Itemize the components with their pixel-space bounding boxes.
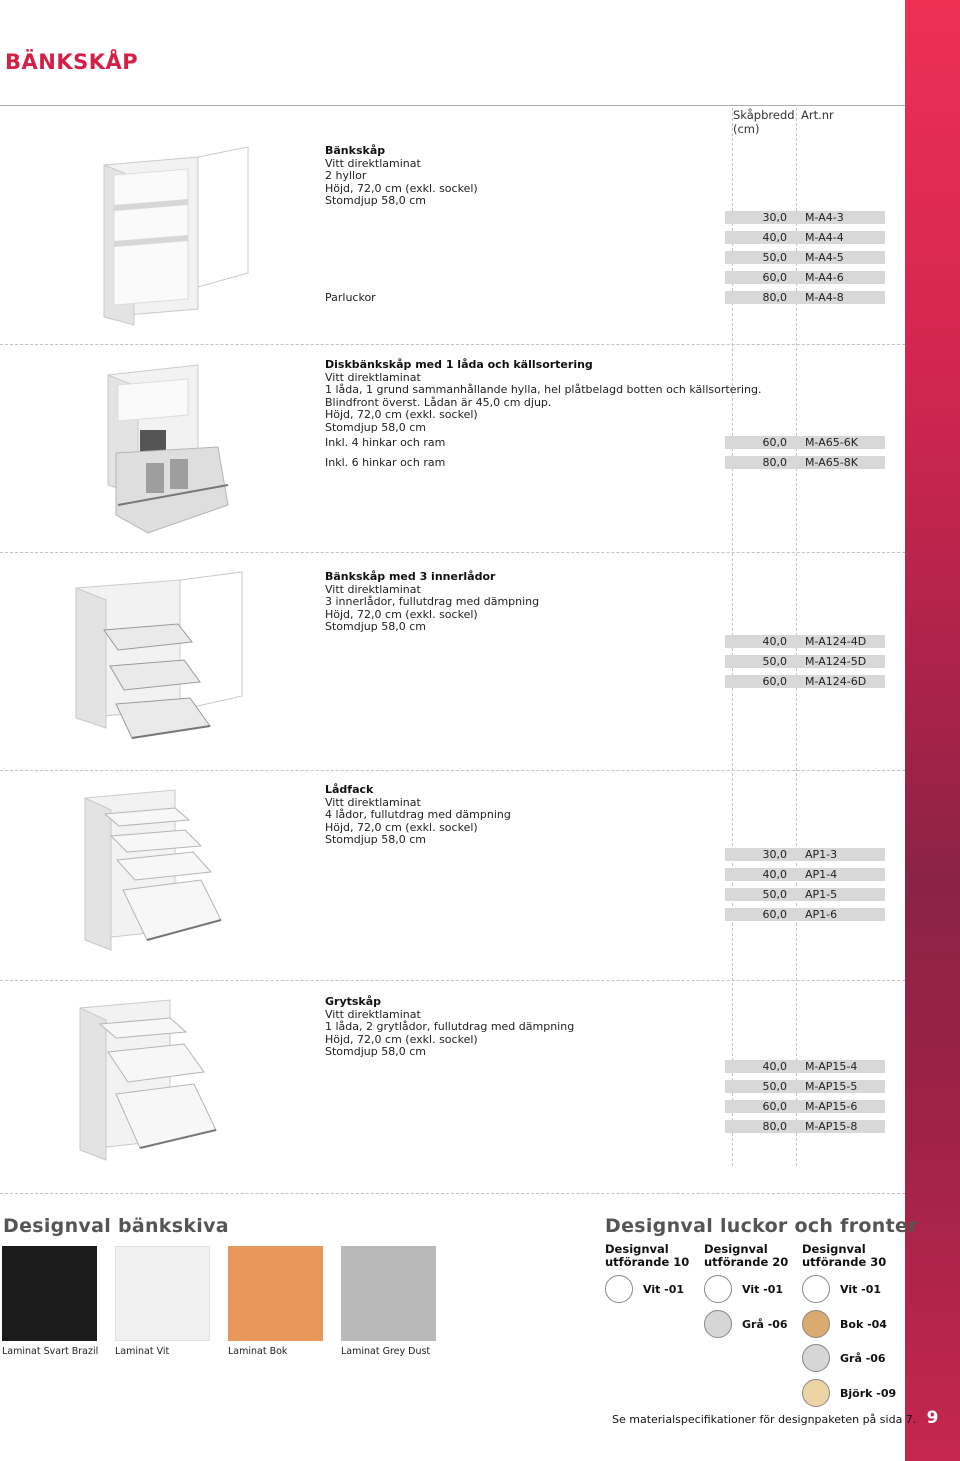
table-row: 40,0 M-AP15-4 bbox=[325, 1060, 885, 1073]
color-swatch-gra bbox=[704, 1310, 732, 1338]
color-swatch-bok bbox=[802, 1310, 830, 1338]
countertop-title: Designval bänkskiva bbox=[3, 1215, 229, 1237]
table-row: 50,0 M-A4-5 bbox=[325, 251, 885, 264]
section-description bbox=[325, 359, 762, 434]
section-line: Stomdjup 58,0 cm bbox=[325, 420, 426, 434]
table-row: 30,0 AP1-3 bbox=[325, 848, 885, 861]
section-divider bbox=[0, 1193, 905, 1194]
section-description bbox=[325, 784, 511, 847]
section-title: Bänkskåp bbox=[325, 144, 386, 157]
table-row: 80,0 M-AP15-8 bbox=[325, 1120, 885, 1133]
section-title: Diskbänkskåp med 1 låda och källsortering bbox=[325, 358, 593, 371]
swatch-label: Laminat Grey Dust bbox=[341, 1346, 431, 1357]
pot-cabinet-image bbox=[60, 990, 230, 1175]
cabinet-inner-drawers-image bbox=[60, 570, 250, 755]
section-line: Vitt direktlaminat bbox=[325, 795, 421, 809]
color-label: Vit -01 bbox=[643, 1283, 685, 1296]
countertop-swatch-grey-dust bbox=[341, 1246, 436, 1341]
table-row: 60,0 AP1-6 bbox=[325, 908, 885, 921]
fronts-column-heading: Designval utförande 30 bbox=[802, 1242, 887, 1269]
page-edge-band bbox=[905, 0, 960, 1461]
color-label: Grå -06 bbox=[742, 1318, 788, 1331]
section-line: 1 låda, 1 grund sammanhållande hylla, hel plåtbelagd botten och källsortering. bbox=[325, 383, 762, 396]
section-line: Höjd, 72,0 cm (exkl. sockel) bbox=[325, 607, 478, 621]
section-title: Bänkskåp med 3 innerlådor bbox=[325, 570, 496, 583]
title-rule bbox=[0, 105, 905, 106]
section-line: Stomdjup 58,0 cm bbox=[325, 833, 426, 846]
section-line: Vitt direktlaminat bbox=[325, 582, 421, 596]
table-row: Inkl. 6 hinkar och ram 80,0 M-A65-8K bbox=[325, 456, 885, 469]
table-row: 30,0 M-A4-3 bbox=[325, 211, 885, 224]
table-row: 40,0 AP1-4 bbox=[325, 868, 885, 881]
color-label: Björk -09 bbox=[840, 1387, 897, 1400]
page-title: BÄNKSKÅP bbox=[5, 50, 139, 74]
color-label: Vit -01 bbox=[742, 1283, 784, 1296]
footer-note: Se materialspecifikationer för designpaketen på sida 7. bbox=[612, 1413, 917, 1426]
section-divider bbox=[0, 980, 905, 981]
drawer-unit-image bbox=[65, 780, 235, 965]
sink-cabinet-image bbox=[88, 355, 258, 540]
section-line: Höjd, 72,0 cm (exkl. sockel) bbox=[325, 820, 478, 834]
section-line: Stomdjup 58,0 cm bbox=[325, 194, 426, 207]
table-row: Inkl. 4 hinkar och ram 60,0 M-A65-6K bbox=[325, 436, 885, 449]
table-row: 60,0 M-AP15-6 bbox=[325, 1100, 885, 1113]
countertop-swatch-black bbox=[2, 1246, 97, 1341]
section-line: Höjd, 72,0 cm (exkl. sockel) bbox=[325, 1032, 478, 1046]
width-column-header: Skåpbredd (cm) bbox=[733, 108, 795, 136]
section-line: Vitt direktlaminat bbox=[325, 1007, 421, 1021]
color-swatch-vit bbox=[802, 1275, 830, 1303]
section-divider bbox=[0, 770, 905, 771]
table-row: 40,0 M-A124-4D bbox=[325, 635, 885, 648]
color-swatch-bjork bbox=[802, 1379, 830, 1407]
section-line: Höjd, 72,0 cm (exkl. sockel) bbox=[325, 181, 478, 195]
swatch-label: Laminat Vit bbox=[115, 1346, 170, 1357]
fronts-title: Designval luckor och fronter bbox=[605, 1215, 918, 1237]
table-row: 60,0 M-A4-6 bbox=[325, 271, 885, 284]
swatch-label: Laminat Bok bbox=[228, 1346, 288, 1357]
page-number: 9 bbox=[926, 1408, 939, 1428]
section-line: Blindfront överst. Lådan är 45,0 cm djup. bbox=[325, 395, 552, 409]
color-swatch-gra bbox=[802, 1344, 830, 1372]
section-line: 4 lådor, fullutdrag med dämpning bbox=[325, 808, 511, 821]
section-line: 1 låda, 2 grytlådor, fullutdrag med dämpning bbox=[325, 1020, 575, 1033]
color-label: Bok -04 bbox=[840, 1318, 887, 1331]
fronts-column-heading: Designval utförande 10 bbox=[605, 1242, 690, 1269]
color-swatch-vit bbox=[704, 1275, 732, 1303]
section-line: 3 innerlådor, fullutdrag med dämpning bbox=[325, 595, 540, 608]
section-divider bbox=[0, 344, 905, 345]
countertop-swatch-white bbox=[115, 1246, 210, 1341]
table-row: Parluckor 80,0 M-A4-8 bbox=[325, 291, 885, 304]
cabinet-with-shelves-image bbox=[70, 135, 270, 335]
section-line: Stomdjup 58,0 cm bbox=[325, 620, 426, 633]
section-line: 2 hyllor bbox=[325, 169, 367, 182]
section-divider bbox=[0, 552, 905, 553]
table-row: 50,0 AP1-5 bbox=[325, 888, 885, 901]
color-label: Vit -01 bbox=[840, 1283, 882, 1296]
swatch-label: Laminat Svart Brazil bbox=[2, 1346, 99, 1357]
table-row: 50,0 M-AP15-5 bbox=[325, 1080, 885, 1093]
section-line: Höjd, 72,0 cm (exkl. sockel) bbox=[325, 408, 478, 421]
section-line: Stomdjup 58,0 cm bbox=[325, 1045, 426, 1058]
color-swatch-vit bbox=[605, 1275, 633, 1303]
section-title: Lådfack bbox=[325, 783, 374, 796]
table-row: 60,0 M-A124-6D bbox=[325, 675, 885, 688]
section-description bbox=[325, 145, 478, 208]
section-line: Vitt direktlaminat bbox=[325, 156, 421, 170]
color-label: Grå -06 bbox=[840, 1352, 886, 1365]
section-title: Grytskåp bbox=[325, 995, 382, 1008]
section-description bbox=[325, 996, 574, 1059]
table-row: 50,0 M-A124-5D bbox=[325, 655, 885, 668]
section-line: Vitt direktlaminat bbox=[325, 370, 421, 384]
countertop-swatch-beech bbox=[228, 1246, 323, 1341]
fronts-column-heading: Designval utförande 20 bbox=[704, 1242, 789, 1269]
section-description bbox=[325, 571, 539, 634]
art-column-header: Art.nr bbox=[801, 108, 834, 122]
table-row: 40,0 M-A4-4 bbox=[325, 231, 885, 244]
